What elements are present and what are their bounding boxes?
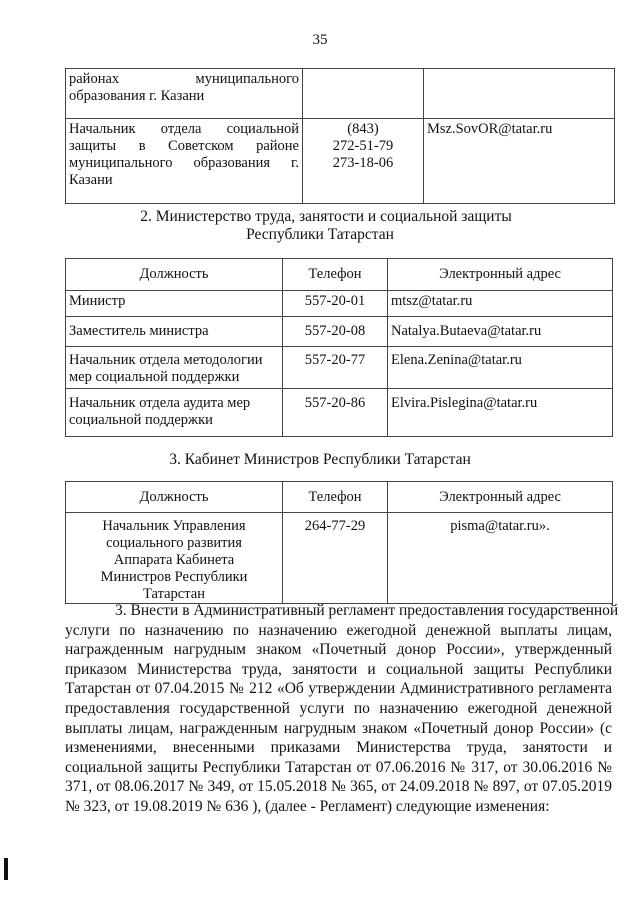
email-cell: Msz.SovOR@tatar.ru [424,119,615,204]
paragraph-line: № 323, от 19.08.2019 № 636 ), (далее - Регламент) следующие изменения: [65,797,550,815]
paragraph-line: 371, от 08.06.2017 № 349, от 15.05.2018 № 365, от 24.09.2018 № 897, от 07.05.2019 [65,778,612,796]
paragraph-line: изменениями, внесенными приказами Министерства труда, занятости и [65,739,612,757]
table-row [66,317,613,347]
position-cell: Министр [66,291,283,317]
phone-cell: 557-20-01 [283,291,388,317]
page-number: 35 [312,32,328,48]
cell-line: образования г. Казани [69,88,205,104]
phone-cell [303,119,424,204]
amendment-paragraph [65,601,619,817]
phone-cell: 557-20-08 [283,317,388,347]
title-line: Республики Татарстан [246,226,394,243]
position-cell [66,69,303,119]
table-row [66,291,613,317]
table-row [66,347,613,389]
header-phone: Телефон [283,259,388,291]
email-cell: Elena.Zenina@tatar.ru [388,347,613,389]
scan-margin-mark [4,858,8,880]
paragraph-line: услуги по назначению по назначению ежегодной денежной выплаты лицам, [65,621,612,639]
section-3-title: 3. Кабинет Министров Республики Татарстан [169,451,471,468]
table-header-row [66,259,613,291]
paragraph-line: Татарстан от 07.04.2015 № 212 «Об утверждении Административного регламента [65,680,612,698]
header-email: Электронный адрес [388,482,613,513]
cell-line: Начальник отдела социальной [69,121,299,137]
header-position: Должность [66,259,283,291]
paragraph-line: социальной защиты Республики Татарстан от 07.06.2016 № 317, от 30.06.2016 № [65,758,612,776]
paragraph-line: предоставления государственной услуги по назначению ежегодной денежной [65,699,612,717]
title-line: 2. Министерство труда, занятости и социальной защиты [140,208,512,225]
phone-cell: 557-20-77 [283,347,388,389]
contacts-table-continued [65,68,615,204]
position-cell: Начальник Управления социального развития Аппарата Кабинета Министров Республики Татарстан [66,513,283,604]
section-2-title [0,208,640,244]
paragraph-line: награжденным нагрудным знаком «Почетный донор России», утвержденный [65,641,612,659]
email-cell: mtsz@tatar.ru [388,291,613,317]
table-row [66,389,613,437]
position-cell [66,119,303,204]
paragraph-line: 3. Внести в Административный регламент предоставления государственной [115,602,619,619]
paragraph-line: выплаты лицам, награжденным нагрудным знаком «Почетный донор России» (с [65,719,612,737]
phone-line: (843) [347,121,379,137]
cell-line: муниципального образования г. [69,155,299,171]
phone-cell: 264-77-29 [283,513,388,604]
email-cell: pisma@tatar.ru». [388,513,613,604]
paragraph-line: приказом Министерства труда, занятости и социальной защиты Республики [65,660,612,678]
phone-line: 272-51-79 [332,138,394,154]
cell-line: Казани [69,172,113,188]
cabinet-contacts-table [65,481,613,604]
phone-cell: 557-20-86 [283,389,388,437]
position-cell: Заместитель министра [66,317,283,347]
cell-line: защиты в Советском районе [69,138,299,154]
phone-line: 273-18-06 [332,155,394,171]
header-position: Должность [66,482,283,513]
position-cell: Начальник отдела методологии мер социальной поддержки [66,347,283,389]
table-row [66,513,613,604]
header-phone: Телефон [283,482,388,513]
table-row [66,119,615,204]
header-email: Электронный адрес [388,259,613,291]
email-cell: Elvira.Pislegina@tatar.ru [388,389,613,437]
phone-cell [303,69,424,119]
table-row [66,69,615,119]
table-header-row [66,482,613,513]
email-cell: Natalya.Butaeva@tatar.ru [388,317,613,347]
cell-line: районах муниципального [69,71,299,87]
email-cell [424,69,615,119]
position-cell: Начальник отдела аудита мер социальной поддержки [66,389,283,437]
ministry-contacts-table [65,258,613,437]
